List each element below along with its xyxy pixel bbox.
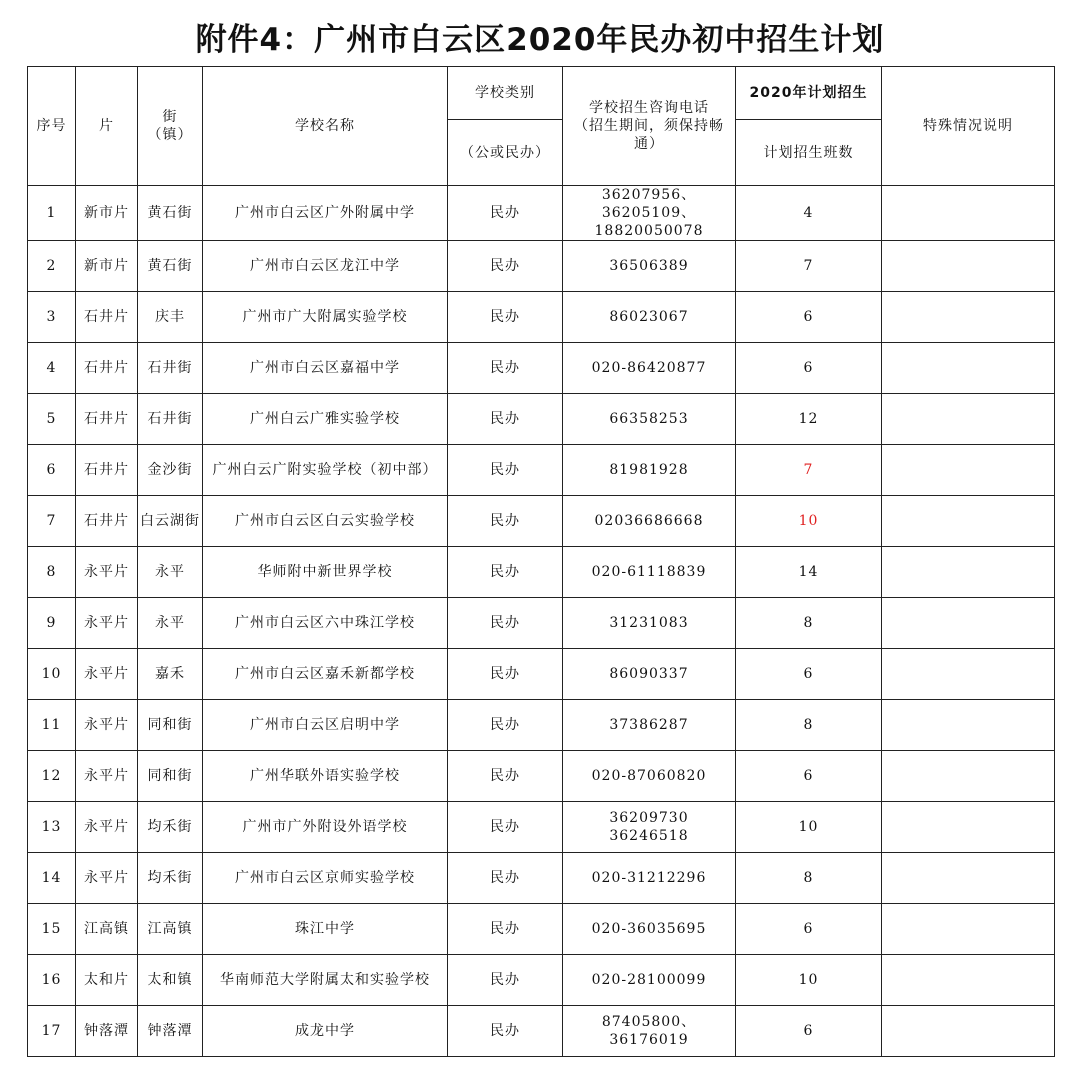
table-row — [28, 445, 1055, 496]
cell-seq: 6 — [28, 445, 76, 496]
cell-phone: 66358253 — [563, 394, 736, 445]
cell-seq: 11 — [28, 700, 76, 751]
cell-notes — [882, 241, 1055, 292]
cell-area: 新市片 — [76, 186, 138, 241]
cell-street: 石井街 — [138, 343, 203, 394]
cell-type: 民办 — [448, 955, 563, 1006]
cell-type: 民办 — [448, 292, 563, 343]
cell-school: 广州市白云区启明中学 — [203, 700, 448, 751]
cell-notes — [882, 496, 1055, 547]
header-school: 学校名称 — [203, 67, 448, 186]
cell-street: 石井街 — [138, 394, 203, 445]
table-row — [28, 700, 1055, 751]
cell-classes: 7 — [736, 445, 882, 496]
cell-school: 广州市广外附设外语学校 — [203, 802, 448, 853]
cell-school: 广州市白云区白云实验学校 — [203, 496, 448, 547]
cell-type: 民办 — [448, 186, 563, 241]
table-row — [28, 904, 1055, 955]
cell-seq: 16 — [28, 955, 76, 1006]
cell-area: 石井片 — [76, 292, 138, 343]
cell-classes: 14 — [736, 547, 882, 598]
cell-classes: 6 — [736, 904, 882, 955]
cell-classes: 8 — [736, 598, 882, 649]
cell-classes: 6 — [736, 649, 882, 700]
cell-street: 嘉禾 — [138, 649, 203, 700]
cell-seq: 12 — [28, 751, 76, 802]
cell-type: 民办 — [448, 853, 563, 904]
cell-seq: 4 — [28, 343, 76, 394]
header-type: 学校类别 — [448, 67, 563, 120]
cell-seq: 14 — [28, 853, 76, 904]
cell-area: 永平片 — [76, 547, 138, 598]
cell-phone: 31231083 — [563, 598, 736, 649]
cell-street: 黄石街 — [138, 186, 203, 241]
cell-street: 永平 — [138, 598, 203, 649]
cell-type: 民办 — [448, 751, 563, 802]
cell-area: 石井片 — [76, 496, 138, 547]
cell-area: 太和片 — [76, 955, 138, 1006]
cell-street: 庆丰 — [138, 292, 203, 343]
table-row — [28, 751, 1055, 802]
header-notes: 特殊情况说明 — [882, 67, 1055, 186]
cell-type: 民办 — [448, 547, 563, 598]
cell-type: 民办 — [448, 241, 563, 292]
cell-street: 钟落潭 — [138, 1006, 203, 1057]
table-row — [28, 241, 1055, 292]
table-row — [28, 343, 1055, 394]
cell-type: 民办 — [448, 649, 563, 700]
cell-area: 石井片 — [76, 394, 138, 445]
cell-notes — [882, 547, 1055, 598]
cell-phone: 020-61118839 — [563, 547, 736, 598]
cell-seq: 3 — [28, 292, 76, 343]
cell-street: 江高镇 — [138, 904, 203, 955]
cell-school: 广州市广大附属实验学校 — [203, 292, 448, 343]
cell-phone: 81981928 — [563, 445, 736, 496]
table-row — [28, 649, 1055, 700]
cell-seq: 17 — [28, 1006, 76, 1057]
page-title: 附件4：广州市白云区2020年民办初中招生计划 — [195, 22, 885, 58]
cell-phone: 86090337 — [563, 649, 736, 700]
cell-type: 民办 — [448, 700, 563, 751]
cell-seq: 7 — [28, 496, 76, 547]
cell-school: 广州白云广附实验学校（初中部） — [203, 445, 448, 496]
cell-area: 永平片 — [76, 751, 138, 802]
header-type-sub: （公或民办） — [448, 120, 563, 186]
cell-phone: 020-31212296 — [563, 853, 736, 904]
cell-phone: 86023067 — [563, 292, 736, 343]
cell-area: 新市片 — [76, 241, 138, 292]
cell-classes: 10 — [736, 955, 882, 1006]
cell-area: 石井片 — [76, 343, 138, 394]
header-seq: 序号 — [28, 67, 76, 186]
header-plan-sub: 计划招生班数 — [736, 120, 882, 186]
cell-classes: 8 — [736, 700, 882, 751]
cell-phone: 87405800、36176019 — [563, 1006, 736, 1057]
table-row — [28, 292, 1055, 343]
cell-classes: 8 — [736, 853, 882, 904]
cell-school: 广州华联外语实验学校 — [203, 751, 448, 802]
header-street: 街 （镇） — [138, 67, 203, 186]
header-area: 片 — [76, 67, 138, 186]
cell-area: 永平片 — [76, 853, 138, 904]
cell-school: 广州市白云区京师实验学校 — [203, 853, 448, 904]
table-row — [28, 547, 1055, 598]
cell-notes — [882, 649, 1055, 700]
cell-notes — [882, 955, 1055, 1006]
cell-school: 华南师范大学附属太和实验学校 — [203, 955, 448, 1006]
cell-notes — [882, 394, 1055, 445]
cell-notes — [882, 445, 1055, 496]
cell-area: 永平片 — [76, 598, 138, 649]
cell-seq: 2 — [28, 241, 76, 292]
cell-school: 广州市白云区嘉福中学 — [203, 343, 448, 394]
cell-notes — [882, 853, 1055, 904]
table-row — [28, 853, 1055, 904]
cell-street: 白云湖街 — [138, 496, 203, 547]
cell-phone: 020-28100099 — [563, 955, 736, 1006]
cell-street: 同和街 — [138, 700, 203, 751]
cell-notes — [882, 1006, 1055, 1057]
table-row — [28, 598, 1055, 649]
cell-seq: 8 — [28, 547, 76, 598]
cell-phone: 020-86420877 — [563, 343, 736, 394]
cell-school: 珠江中学 — [203, 904, 448, 955]
cell-street: 黄石街 — [138, 241, 203, 292]
cell-classes: 6 — [736, 751, 882, 802]
cell-seq: 13 — [28, 802, 76, 853]
cell-type: 民办 — [448, 445, 563, 496]
cell-seq: 9 — [28, 598, 76, 649]
cell-type: 民办 — [448, 394, 563, 445]
cell-classes: 4 — [736, 186, 882, 241]
cell-street: 均禾街 — [138, 802, 203, 853]
cell-phone: 36506389 — [563, 241, 736, 292]
header-phone: 学校招生咨询电话 （招生期间，须保持畅通） — [563, 67, 736, 186]
cell-seq: 1 — [28, 186, 76, 241]
cell-classes: 7 — [736, 241, 882, 292]
table-row — [28, 955, 1055, 1006]
cell-classes: 6 — [736, 1006, 882, 1057]
cell-seq: 15 — [28, 904, 76, 955]
cell-type: 民办 — [448, 496, 563, 547]
cell-street: 金沙街 — [138, 445, 203, 496]
table-row — [28, 1006, 1055, 1057]
cell-school: 广州白云广雅实验学校 — [203, 394, 448, 445]
cell-street: 太和镇 — [138, 955, 203, 1006]
cell-school: 华师附中新世界学校 — [203, 547, 448, 598]
cell-school: 广州市白云区嘉禾新都学校 — [203, 649, 448, 700]
cell-phone: 020-87060820 — [563, 751, 736, 802]
table-row — [28, 186, 1055, 241]
cell-seq: 10 — [28, 649, 76, 700]
table-row — [28, 496, 1055, 547]
cell-area: 永平片 — [76, 649, 138, 700]
cell-seq: 5 — [28, 394, 76, 445]
cell-type: 民办 — [448, 802, 563, 853]
cell-area: 江高镇 — [76, 904, 138, 955]
cell-notes — [882, 751, 1055, 802]
cell-street: 同和街 — [138, 751, 203, 802]
cell-school: 广州市白云区六中珠江学校 — [203, 598, 448, 649]
cell-notes — [882, 186, 1055, 241]
cell-area: 永平片 — [76, 700, 138, 751]
cell-type: 民办 — [448, 598, 563, 649]
cell-area: 永平片 — [76, 802, 138, 853]
cell-type: 民办 — [448, 904, 563, 955]
cell-type: 民办 — [448, 343, 563, 394]
cell-notes — [882, 598, 1055, 649]
cell-type: 民办 — [448, 1006, 563, 1057]
cell-area: 钟落潭 — [76, 1006, 138, 1057]
cell-classes: 6 — [736, 292, 882, 343]
cell-notes — [882, 700, 1055, 751]
cell-street: 均禾街 — [138, 853, 203, 904]
cell-phone: 020-36035695 — [563, 904, 736, 955]
cell-street: 永平 — [138, 547, 203, 598]
cell-school: 广州市白云区龙江中学 — [203, 241, 448, 292]
cell-phone: 37386287 — [563, 700, 736, 751]
cell-notes — [882, 292, 1055, 343]
cell-notes — [882, 802, 1055, 853]
cell-classes: 12 — [736, 394, 882, 445]
table-row — [28, 802, 1055, 853]
table-row — [28, 394, 1055, 445]
cell-school: 广州市白云区广外附属中学 — [203, 186, 448, 241]
cell-area: 石井片 — [76, 445, 138, 496]
cell-school: 成龙中学 — [203, 1006, 448, 1057]
enrollment-plan-table — [27, 66, 1055, 1057]
cell-phone: 36207956、36205109、18820050078 — [563, 186, 736, 241]
cell-classes: 10 — [736, 802, 882, 853]
cell-phone: 36209730 36246518 — [563, 802, 736, 853]
cell-notes — [882, 904, 1055, 955]
cell-phone: 02036686668 — [563, 496, 736, 547]
cell-classes: 6 — [736, 343, 882, 394]
header-plan: 2020年计划招生 — [736, 67, 882, 120]
cell-classes: 10 — [736, 496, 882, 547]
cell-notes — [882, 343, 1055, 394]
